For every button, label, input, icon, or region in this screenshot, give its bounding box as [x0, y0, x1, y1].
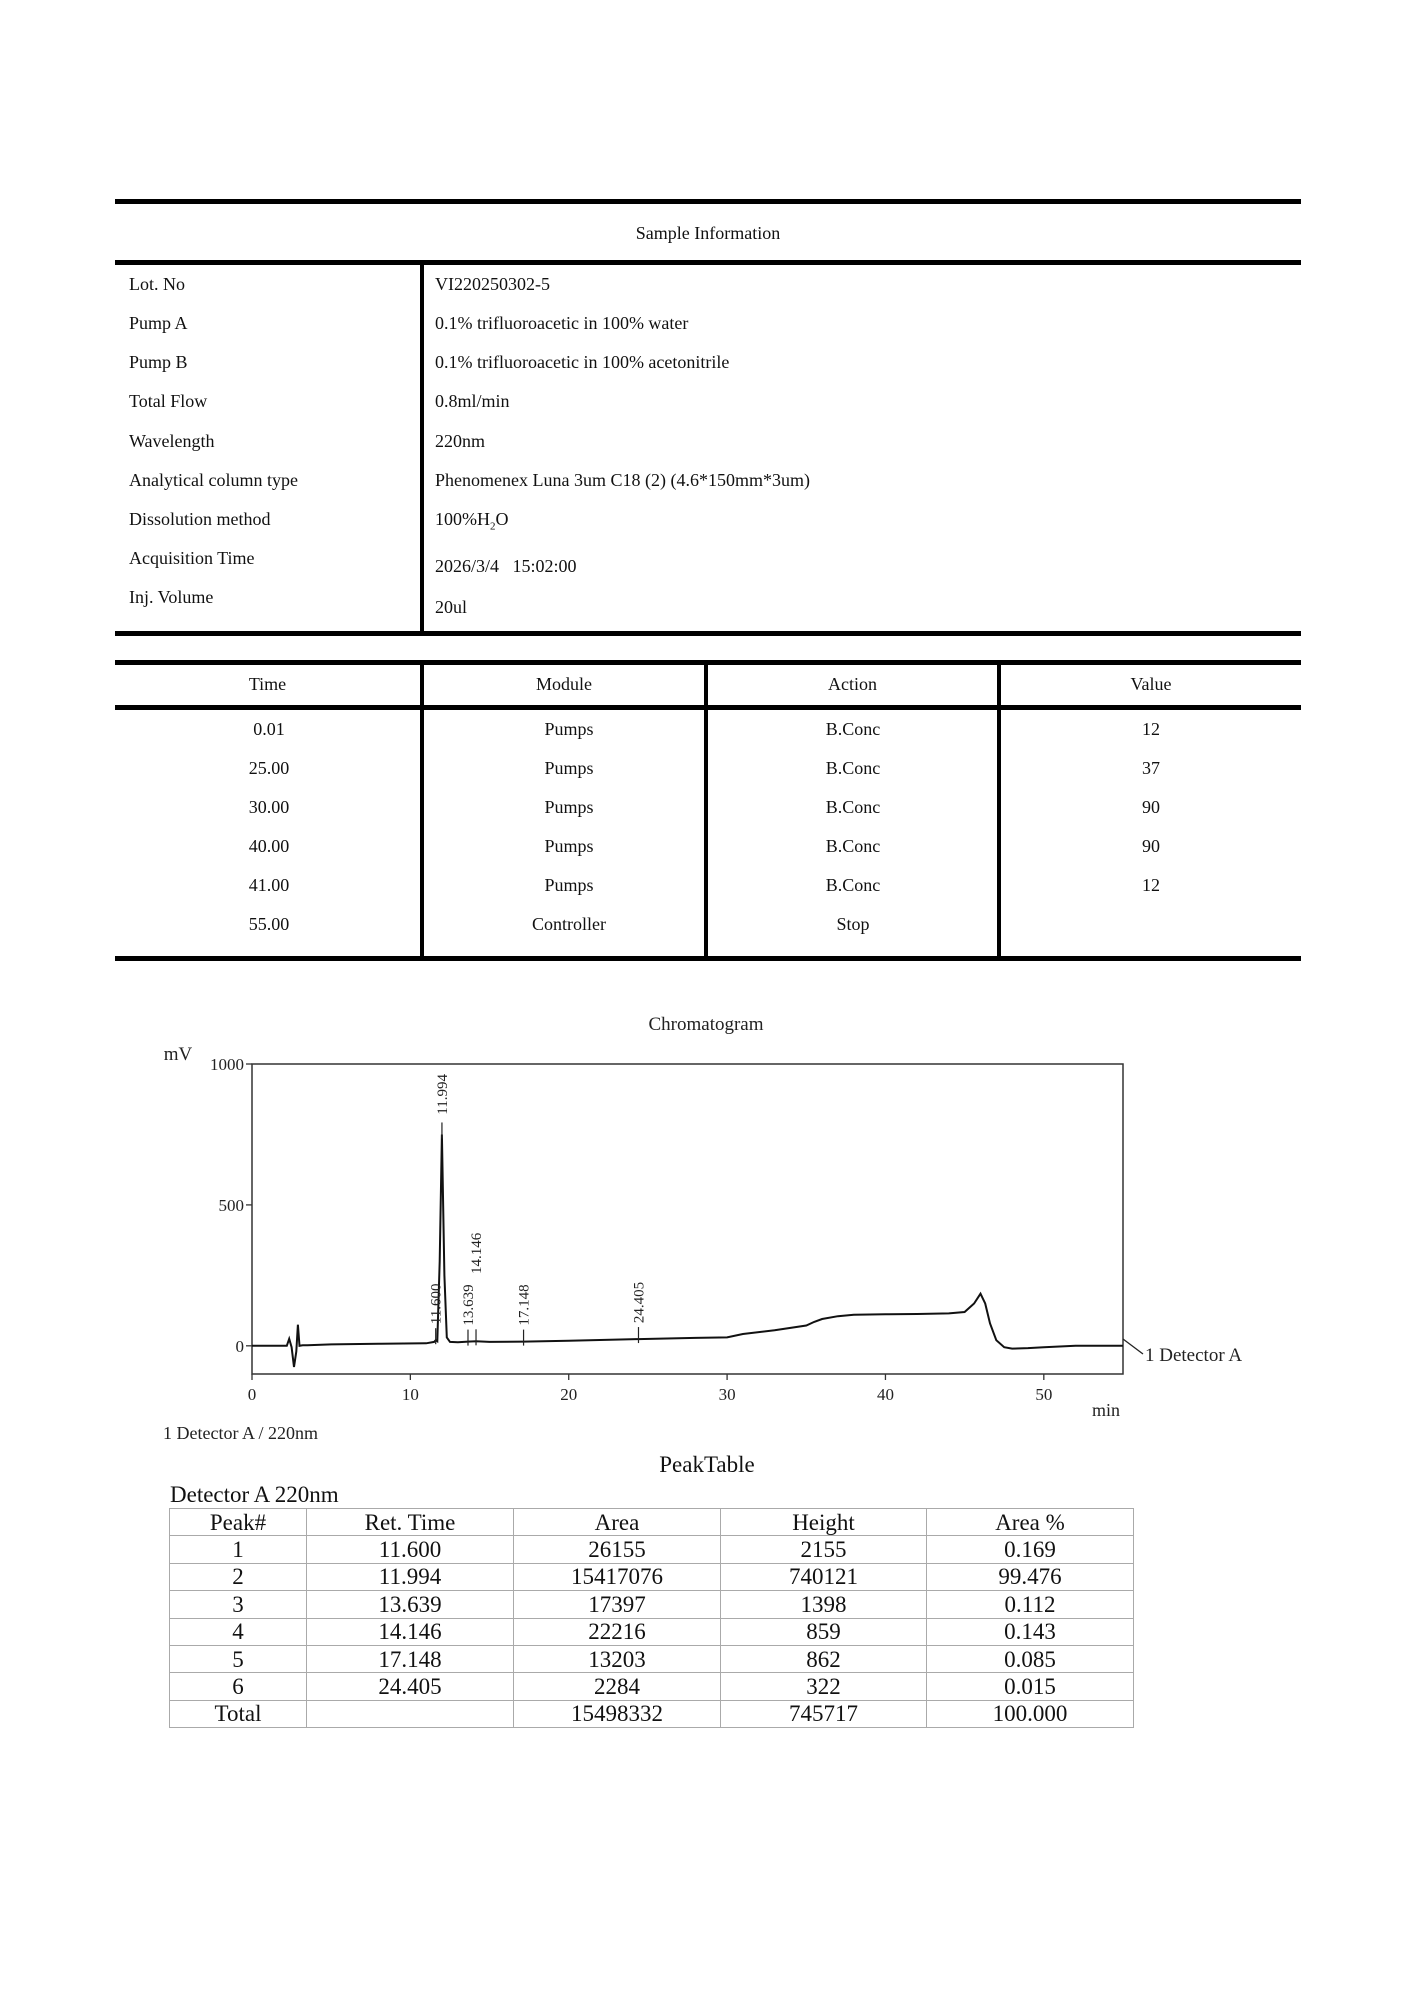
cell-ret-time: 11.994: [307, 1563, 514, 1590]
cell-height: 862: [721, 1645, 927, 1672]
x-tick-label: 40: [876, 1385, 894, 1404]
y-axis-label: mV: [163, 1044, 193, 1065]
cell-area-percent: 0.112: [927, 1591, 1134, 1618]
header-area-percent: Area %: [927, 1509, 1134, 1536]
cell-peak-no: 5: [170, 1645, 307, 1672]
table-row: [170, 1673, 1134, 1700]
value-lot-no: VI220250302-5: [435, 274, 550, 294]
header-rule: [115, 260, 1301, 265]
header-height: Height: [721, 1509, 927, 1536]
cell-module: Pumps: [544, 719, 594, 739]
trace-label-leader: [1123, 1339, 1143, 1354]
cell-module: Pumps: [544, 797, 594, 817]
x-tick-label: 50: [1035, 1385, 1053, 1404]
cell-module: Controller: [532, 914, 606, 934]
cell-ret-time: 11.600: [307, 1536, 514, 1563]
label-column-type: Analytical column type: [129, 470, 298, 490]
y-axis: [210, 1055, 252, 1356]
x-axis: [248, 1374, 1053, 1404]
table-row: [170, 1536, 1134, 1563]
header-ret-time: Ret. Time: [307, 1509, 514, 1536]
peak-label: 17.148: [516, 1284, 533, 1326]
cell-module: Pumps: [544, 758, 594, 778]
header-module: Module: [536, 674, 592, 694]
label-dissolution-method: Dissolution method: [129, 509, 271, 529]
table-row: [170, 1645, 1134, 1672]
cell-peak-no: 6: [170, 1673, 307, 1700]
cell-area: 26155: [514, 1536, 721, 1563]
cell-height: 745717: [721, 1700, 927, 1727]
y-tick-label: 0: [235, 1336, 244, 1356]
cell-area-percent: 0.169: [927, 1536, 1134, 1563]
chromatogram-plot: [0, 1000, 1414, 1440]
chromatogram: [0, 1000, 1414, 1440]
cell-time: 41.00: [248, 875, 290, 895]
cell-peak-no: 2: [170, 1563, 307, 1590]
peak-label: 13.639: [461, 1284, 477, 1326]
value-pump-a: 0.1% trifluoroacetic in 100% water: [435, 313, 689, 333]
cell-value: 90: [1142, 797, 1160, 817]
cell-area-percent: 0.015: [927, 1673, 1134, 1700]
cell-value: 12: [1142, 875, 1160, 895]
dissolution-suffix: O: [495, 509, 509, 529]
table-row-total: [170, 1700, 1134, 1727]
cell-area: 13203: [514, 1645, 721, 1672]
cell-area: 22216: [514, 1618, 721, 1645]
header-peak-no: Peak#: [170, 1509, 307, 1536]
cell-peak-no: 3: [170, 1591, 307, 1618]
value-dissolution-method: [435, 509, 509, 533]
cell-action: Stop: [836, 914, 870, 934]
x-tick-label: 0: [247, 1385, 257, 1404]
cell-action: B.Conc: [825, 875, 881, 895]
peak-table-detector: Detector A 220nm: [170, 1482, 339, 1507]
cell-value: 12: [1142, 719, 1160, 739]
cell-module: Pumps: [544, 875, 594, 895]
time-program-table: [115, 660, 1301, 961]
trace-label: 1 Detector A: [1145, 1345, 1243, 1366]
value-wavelength: 220nm: [435, 431, 486, 451]
chart-title: Chromatogram: [648, 1014, 764, 1035]
value-total-flow: 0.8ml/min: [435, 391, 510, 411]
cell-value: 37: [1142, 758, 1160, 778]
cell-ret-time: 17.148: [307, 1645, 514, 1672]
cell-area-percent: 0.143: [927, 1618, 1134, 1645]
cell-area-percent: 0.085: [927, 1645, 1134, 1672]
x-tick-label: 20: [560, 1385, 578, 1404]
detector-a-trace: [252, 1135, 1123, 1368]
peak-label: 11.994: [434, 1073, 451, 1115]
cell-peak-no: Total: [170, 1700, 307, 1727]
peak-table-header-row: [170, 1509, 1134, 1536]
cell-height: 322: [721, 1673, 927, 1700]
cell-time: 30.00: [248, 797, 290, 817]
program-bottom-rule: [115, 956, 1301, 961]
cell-height: 2155: [721, 1536, 927, 1563]
dissolution-main: 100%H: [435, 509, 490, 529]
cell-ret-time: 14.146: [307, 1618, 514, 1645]
cell-height: 740121: [721, 1563, 927, 1590]
bottom-rule: [115, 631, 1301, 636]
header-area: Area: [514, 1509, 721, 1536]
label-pump-a: Pump A: [129, 313, 188, 333]
peak-table: [169, 1508, 1134, 1728]
peak-label: 14.146: [469, 1232, 485, 1274]
label-lot-no: Lot. No: [129, 274, 185, 294]
x-tick-label: 30: [718, 1385, 736, 1404]
header-time: Time: [248, 674, 287, 694]
cell-value: 90: [1142, 836, 1160, 856]
cell-height: 859: [721, 1618, 927, 1645]
cell-peak-no: 4: [170, 1618, 307, 1645]
cell-action: B.Conc: [825, 758, 881, 778]
y-tick-label: 500: [218, 1195, 244, 1215]
value-pump-b: 0.1% trifluoroacetic in 100% acetonitrile: [435, 352, 730, 372]
cell-time: 0.01: [253, 719, 285, 739]
peak-table-caption: PeakTable: [659, 1452, 755, 1477]
cell-time: 40.00: [248, 836, 290, 856]
cell-area: 17397: [514, 1591, 721, 1618]
cell-ret-time: 13.639: [307, 1591, 514, 1618]
table-row: [170, 1591, 1134, 1618]
cell-ret-time: 24.405: [307, 1673, 514, 1700]
cell-time: 25.00: [248, 758, 290, 778]
label-inj-volume: Inj. Volume: [129, 587, 214, 607]
cell-height: 1398: [721, 1591, 927, 1618]
peak-labels: [429, 1074, 648, 1326]
program-header-rule: [115, 705, 1301, 710]
cell-module: Pumps: [544, 836, 594, 856]
table-row: [170, 1563, 1134, 1590]
cell-action: B.Conc: [825, 836, 881, 856]
header-action: Action: [828, 674, 877, 694]
cell-action: B.Conc: [825, 719, 881, 739]
detector-footer: 1 Detector A / 220nm: [163, 1423, 318, 1440]
table-row: [170, 1618, 1134, 1645]
cell-area: 2284: [514, 1673, 721, 1700]
label-total-flow: Total Flow: [129, 391, 208, 411]
cell-area: 15417076: [514, 1563, 721, 1590]
value-acquisition-time: 2026/3/4 15:02:00: [435, 556, 577, 576]
peak-label: 24.405: [631, 1281, 648, 1324]
label-pump-b: Pump B: [129, 352, 188, 372]
cell-area-percent: 99.476: [927, 1563, 1134, 1590]
column-divider: [420, 262, 424, 636]
top-rule: [115, 199, 1301, 204]
cell-area-percent: 100.000: [927, 1700, 1134, 1727]
value-column-type: Phenomenex Luna 3um C18 (2) (4.6*150mm*3um): [435, 470, 810, 490]
cell-ret-time: [307, 1700, 514, 1727]
program-top-rule: [115, 660, 1301, 665]
peak-label: 11.600: [428, 1283, 445, 1325]
header-value: Value: [1130, 674, 1172, 694]
value-inj-volume: 20ul: [435, 597, 468, 617]
cell-peak-no: 1: [170, 1536, 307, 1563]
cell-area: 15498332: [514, 1700, 721, 1727]
cell-action: B.Conc: [825, 797, 881, 817]
label-wavelength: Wavelength: [129, 431, 215, 451]
cell-time: 55.00: [248, 914, 290, 934]
label-acquisition-time: Acquisition Time: [129, 548, 255, 568]
sample-information-title: Sample Information: [635, 223, 781, 243]
x-tick-label: 10: [401, 1385, 419, 1404]
y-tick-label: 1000: [210, 1055, 244, 1074]
dissolution-subscript: 2: [490, 520, 496, 533]
x-axis-label: min: [1091, 1400, 1121, 1420]
